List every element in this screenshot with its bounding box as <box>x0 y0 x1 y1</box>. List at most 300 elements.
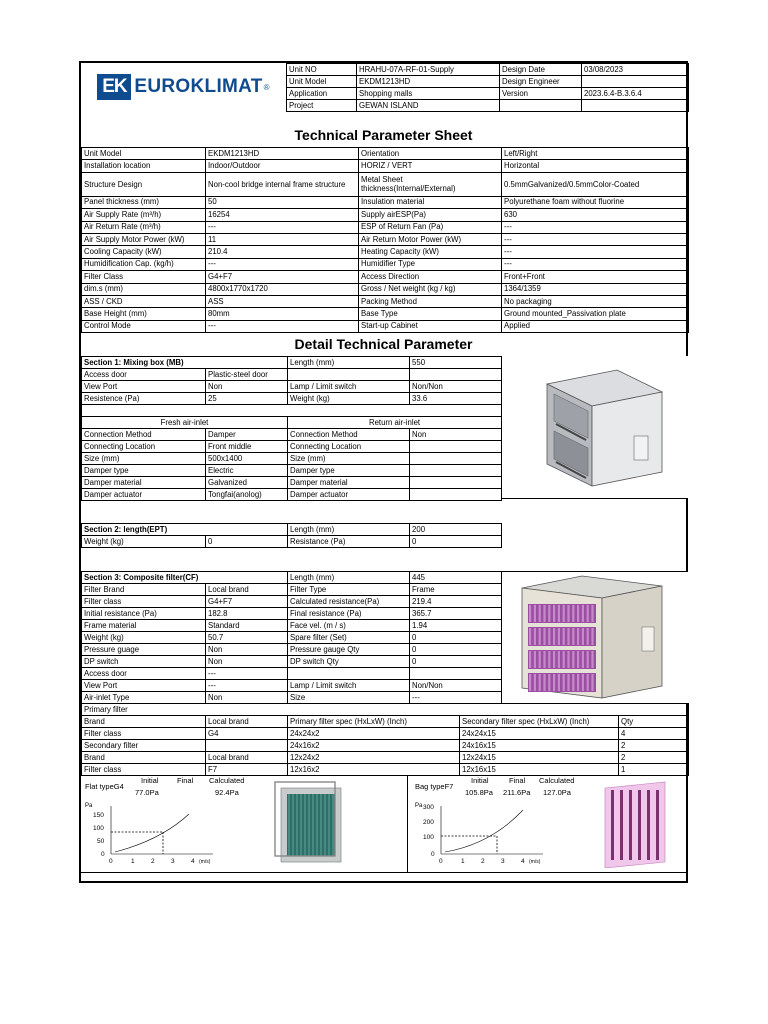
table-cell: 50.7 <box>206 632 288 644</box>
filter-pleat <box>582 674 584 691</box>
table-cell: Design Date <box>500 64 582 76</box>
table-cell: Plastic-steel door <box>206 369 288 381</box>
table-cell: Unit Model <box>287 76 357 88</box>
table-cell: Project <box>287 100 357 112</box>
table-cell: Brand <box>82 752 206 764</box>
filter-pleat <box>591 605 593 622</box>
table-cell: 365.7 <box>410 608 502 620</box>
technical-row <box>82 172 689 196</box>
logo-mark: EK <box>97 74 131 100</box>
table-cell: 16254 <box>206 209 359 221</box>
section1-title: Section 1: Mixing box (MB) <box>82 357 288 369</box>
filter-pleat <box>587 605 589 622</box>
filter-pleat <box>572 674 574 691</box>
table-cell: 0 <box>410 536 502 548</box>
table-cell: Pressure guage <box>82 644 206 656</box>
table-cell: EKDM1213HD <box>357 76 500 88</box>
filter-pleat <box>558 628 560 645</box>
table-row <box>82 489 502 501</box>
table-cell: 12x16x2 <box>288 764 460 776</box>
table-cell: Length (mm) <box>288 572 410 584</box>
filter-pleat <box>534 651 536 668</box>
filter-spec-row <box>82 740 689 752</box>
table-cell: --- <box>206 668 288 680</box>
table-cell: Connection Method <box>82 429 206 441</box>
table-cell <box>500 100 582 112</box>
filter-spec-row <box>82 764 689 776</box>
table-cell: Air Return Motor Power (kW) <box>359 233 502 245</box>
filter-pleat <box>582 605 584 622</box>
table-cell: Calculated resistance(Pa) <box>288 596 410 608</box>
flat-xtick-0: 0 <box>109 858 113 864</box>
table-cell <box>582 76 689 88</box>
filter-pleat <box>543 674 545 691</box>
table-cell: Local brand <box>206 752 288 764</box>
flat-ytick-0: 150 <box>93 812 104 819</box>
technical-row <box>82 209 689 221</box>
table-cell: Heating Capacity (kW) <box>359 246 502 258</box>
bag-filter-graph <box>411 800 561 864</box>
filter-pleat <box>572 628 574 645</box>
table-cell: HORIZ / VERT <box>359 160 502 172</box>
section-header-row <box>82 572 502 584</box>
table-cell: View Port <box>82 680 206 692</box>
filter-pleat <box>563 628 565 645</box>
table-row <box>82 381 502 393</box>
bag-ytick-3: 0 <box>431 851 435 858</box>
filter-pleat <box>543 651 545 668</box>
table-cell: Filter Class <box>82 271 206 283</box>
table-cell: Local brand <box>206 716 288 728</box>
table-cell: Length (mm) <box>288 524 410 536</box>
table-cell: 0 <box>410 632 502 644</box>
table-cell: Insulation material <box>359 196 502 208</box>
flat-graph-y-unit: Pa <box>85 803 93 809</box>
table-cell: Front+Front <box>502 271 689 283</box>
table-cell: 200 <box>410 524 502 536</box>
table-cell: Front middle <box>206 441 288 453</box>
table-cell: Size <box>288 692 410 704</box>
table-row <box>82 620 502 632</box>
table-cell: Application <box>287 88 357 100</box>
filter-pleat <box>567 674 569 691</box>
table-cell: Spare filter (Set) <box>288 632 410 644</box>
table-cell: Indoor/Outdoor <box>206 160 359 172</box>
filter-pleat <box>534 674 536 691</box>
bag-pocket <box>620 790 623 860</box>
sheet <box>79 61 688 883</box>
table-cell: Non <box>206 644 288 656</box>
table-row <box>82 584 502 596</box>
technical-row <box>82 233 689 245</box>
table-cell: Weight (kg) <box>82 536 206 548</box>
table-cell: Supply airESP(Pa) <box>359 209 502 221</box>
table-cell: ASS / CKD <box>82 295 206 307</box>
table-row <box>82 596 502 608</box>
table-cell: Galvanized <box>206 477 288 489</box>
table-cell: Air Return Rate (m³/h) <box>82 221 206 233</box>
bag-final-label: Final <box>509 776 526 785</box>
table-cell <box>410 477 502 489</box>
table-cell: 1364/1359 <box>502 283 689 295</box>
table-cell: --- <box>502 258 689 270</box>
table-cell: Non/Non <box>410 680 502 692</box>
fresh-air-inlet-title: Fresh air-inlet <box>82 417 288 429</box>
table-cell: 24x24x15 <box>460 728 619 740</box>
filter-pleat <box>553 605 555 622</box>
bag-pocket <box>629 790 632 860</box>
table-cell: 0.5mmGalvanized/0.5mmColor-Coated <box>502 172 689 196</box>
filter-pleat <box>591 628 593 645</box>
table-cell: Electric <box>206 465 288 477</box>
table-cell: Damper material <box>82 477 206 489</box>
table-cell <box>410 369 502 381</box>
table-cell: 12x16x15 <box>460 764 619 776</box>
flat-xtick-4: 4 <box>191 858 195 864</box>
filter-pleat <box>582 651 584 668</box>
technical-row <box>82 295 689 307</box>
graph-divider <box>407 776 408 872</box>
bag-xtick-4: 4 <box>521 858 525 864</box>
table-row <box>82 656 502 668</box>
table-cell: Horizontal <box>502 160 689 172</box>
table-cell: Resistance (Pa) <box>288 536 410 548</box>
flat-ytick-1: 100 <box>93 825 104 832</box>
table-cell: Connecting Location <box>82 441 206 453</box>
flat-graph-x-unit: (m/s) <box>199 859 211 864</box>
flat-ytick-2: 50 <box>97 838 105 845</box>
filter-pleat <box>553 674 555 691</box>
table-cell: Air Supply Motor Power (kW) <box>82 233 206 245</box>
table-cell: Size (mm) <box>82 453 206 465</box>
bag-xtick-3: 3 <box>501 858 505 864</box>
table-cell: Applied <box>502 320 689 332</box>
table-cell: 4 <box>619 728 689 740</box>
table-cell: G4 <box>206 728 288 740</box>
flat-xtick-3: 3 <box>171 858 175 864</box>
filter-pleat <box>577 651 579 668</box>
table-cell: Non <box>410 429 502 441</box>
table-cell: Installation location <box>82 160 206 172</box>
table-cell: 2 <box>619 752 689 764</box>
table-cell: Packing Method <box>359 295 502 307</box>
table-cell: 445 <box>410 572 502 584</box>
table-row <box>82 453 502 465</box>
panel-filter-image <box>271 780 355 866</box>
table-cell: Orientation <box>359 148 502 160</box>
table-cell: Non/Non <box>410 381 502 393</box>
table-row <box>82 441 502 453</box>
table-cell <box>410 465 502 477</box>
flat-filter-graph <box>81 800 231 864</box>
table-cell: Damper type <box>82 465 206 477</box>
flat-final-label: Final <box>177 776 194 785</box>
table-cell: DP switch Qty <box>288 656 410 668</box>
table-cell: 500x1400 <box>206 453 288 465</box>
table-cell: Air-inlet Type <box>82 692 206 704</box>
table-cell: 1.94 <box>410 620 502 632</box>
flat-calculated-label: Calculated <box>209 776 245 785</box>
table-cell: --- <box>502 246 689 258</box>
filter-pleat <box>572 605 574 622</box>
bag-final-value: 211.6Pa <box>503 788 531 797</box>
table-cell: 50 <box>206 196 359 208</box>
table-row <box>82 632 502 644</box>
table-cell: Unit NO <box>287 64 357 76</box>
filter-spec-row <box>82 728 689 740</box>
section-header-row <box>82 357 502 369</box>
section3-title: Section 3: Composite filter(CF) <box>82 572 288 584</box>
table-cell: Resistence (Pa) <box>82 393 206 405</box>
table-cell: Filter class <box>82 728 206 740</box>
table-cell: 219.4 <box>410 596 502 608</box>
table-row <box>82 680 502 692</box>
filter-spec-row <box>82 752 689 764</box>
flat-initial-label: Initial <box>141 776 159 785</box>
table-row <box>82 429 502 441</box>
filter-pleat <box>558 651 560 668</box>
table-cell: 0 <box>410 656 502 668</box>
table-cell: Size (mm) <box>288 453 410 465</box>
filter-pleat <box>567 605 569 622</box>
table-row <box>82 369 502 381</box>
table-row <box>82 644 502 656</box>
inlet-header-row <box>82 417 502 429</box>
header-row <box>287 100 689 112</box>
table-cell: Humidifier Type <box>359 258 502 270</box>
table-cell: EKDM1213HD <box>206 148 359 160</box>
filter-pleat <box>539 605 541 622</box>
table-cell: F7 <box>206 764 288 776</box>
table-cell: Damper material <box>288 477 410 489</box>
table-cell: No packaging <box>502 295 689 307</box>
technical-row <box>82 221 689 233</box>
table-row <box>82 692 502 704</box>
bag-filter-image <box>591 780 681 868</box>
header-table <box>286 63 689 112</box>
table-cell: 33.6 <box>410 393 502 405</box>
table-cell: 630 <box>502 209 689 221</box>
filter-pleat <box>548 605 550 622</box>
bag-graph-x-unit: (m/s) <box>529 859 541 864</box>
table-cell: --- <box>502 233 689 245</box>
composite-filter-image-cell <box>501 571 688 703</box>
bag-initial-value: 105.8Pa <box>465 788 493 797</box>
table-cell: G4+F7 <box>206 271 359 283</box>
table-cell: Non <box>206 381 288 393</box>
table-cell: 24x16x15 <box>460 740 619 752</box>
table-cell: Final resistance (Pa) <box>288 608 410 620</box>
filter-spec-table <box>81 715 689 776</box>
bag-graph-y-unit: Pa <box>415 803 423 809</box>
table-cell: 2 <box>619 740 689 752</box>
table-cell: DP switch <box>82 656 206 668</box>
section-header-row <box>82 524 502 536</box>
table-row <box>82 536 502 548</box>
table-cell: 0 <box>410 644 502 656</box>
technical-row <box>82 283 689 295</box>
table-cell: Control Mode <box>82 320 206 332</box>
filter-pleat <box>543 628 545 645</box>
table-cell: Weight (kg) <box>288 393 410 405</box>
table-cell: 24x24x2 <box>288 728 460 740</box>
bag-calculated-value: 127.0Pa <box>543 788 571 797</box>
table-cell: Secondary filter spec (HxLxW) (Inch) <box>460 716 619 728</box>
filter-pleat <box>553 628 555 645</box>
table-cell: 1 <box>619 764 689 776</box>
filter-pleat <box>577 628 579 645</box>
table-cell: 4800x1770x1720 <box>206 283 359 295</box>
table-cell: 11 <box>206 233 359 245</box>
technical-row <box>82 148 689 160</box>
table-cell: 24x16x2 <box>288 740 460 752</box>
bag-pocket <box>656 790 659 860</box>
table-cell <box>206 740 288 752</box>
filter-pleat <box>558 674 560 691</box>
table-cell: Local brand <box>206 584 288 596</box>
table-cell: Unit Model <box>82 148 206 160</box>
table-cell: Access door <box>82 369 206 381</box>
bag-xtick-1: 1 <box>461 858 465 864</box>
bag-ytick-1: 200 <box>423 819 434 826</box>
bag-resistance-curve <box>445 810 523 852</box>
table-cell: Design Engineer <box>500 76 582 88</box>
filter-row-background <box>528 673 596 692</box>
table-cell: Pressure gauge Qty <box>288 644 410 656</box>
table-cell: 210.4 <box>206 246 359 258</box>
filter-pleat <box>539 674 541 691</box>
return-air-inlet-title: Return air-inlet <box>288 417 502 429</box>
table-cell <box>288 369 410 381</box>
technical-row <box>82 258 689 270</box>
filter-pleat <box>567 628 569 645</box>
filter-pleat <box>563 674 565 691</box>
filter-pleat <box>577 605 579 622</box>
table-cell: Connecting Location <box>288 441 410 453</box>
table-cell: G4+F7 <box>206 596 288 608</box>
flat-xtick-2: 2 <box>151 858 155 864</box>
table-cell <box>410 668 502 680</box>
filter-pleat <box>548 674 550 691</box>
filter-pleat <box>563 651 565 668</box>
filter-row-background <box>528 604 596 623</box>
table-cell: Frame <box>410 584 502 596</box>
table-cell: Damper actuator <box>288 489 410 501</box>
filter-pleat <box>548 651 550 668</box>
spacer-row <box>82 405 502 417</box>
composite-filter-image <box>502 572 689 704</box>
detail-title: Detail Technical Parameter <box>294 336 473 352</box>
filter-graphs-band <box>81 775 688 873</box>
technical-row <box>82 160 689 172</box>
table-cell: Shopping malls <box>357 88 500 100</box>
filter-row-background <box>528 627 596 646</box>
table-row <box>82 477 502 489</box>
table-cell <box>82 405 502 417</box>
bag-type-label: Bag typeF7 <box>415 782 454 791</box>
table-cell: 12x24x2 <box>288 752 460 764</box>
table-cell: --- <box>206 221 359 233</box>
filter-pleat <box>553 651 555 668</box>
table-cell: HRAHU-07A-RF-01-Supply <box>357 64 500 76</box>
technical-row <box>82 196 689 208</box>
technical-row <box>82 308 689 320</box>
table-cell: Non <box>206 656 288 668</box>
technical-row <box>82 246 689 258</box>
section2-title: Section 2: length(EPT) <box>82 524 288 536</box>
mixing-box-image <box>502 356 689 499</box>
table-cell: Air Supply Rate (m³/h) <box>82 209 206 221</box>
technical-row <box>82 320 689 332</box>
table-cell: Polyurethane foam without fluorine <box>502 196 689 208</box>
filter-pleat <box>582 628 584 645</box>
table-cell: Base Type <box>359 308 502 320</box>
bag-ytick-2: 100 <box>423 834 434 841</box>
table-cell: Panel thickness (mm) <box>82 196 206 208</box>
table-cell: Cooling Capacity (kW) <box>82 246 206 258</box>
filter-pleat <box>529 651 531 668</box>
table-cell <box>410 441 502 453</box>
filter-pleat <box>529 674 531 691</box>
logo-text: EUROKLIMAT <box>134 76 263 97</box>
flat-calculated-value: 92.4Pa <box>215 788 239 797</box>
filter-pleat <box>548 628 550 645</box>
table-cell: --- <box>206 680 288 692</box>
table-cell: Access Direction <box>359 271 502 283</box>
table-cell: Version <box>500 88 582 100</box>
table-cell <box>288 668 410 680</box>
table-cell: Base Height (mm) <box>82 308 206 320</box>
bag-pocket <box>611 790 614 860</box>
flat-xtick-1: 1 <box>131 858 135 864</box>
table-cell: 182.8 <box>206 608 288 620</box>
filter-pleat <box>534 605 536 622</box>
filter-pleat <box>591 674 593 691</box>
filter-pleat <box>577 674 579 691</box>
technical-row <box>82 271 689 283</box>
table-cell: 03/08/2023 <box>582 64 689 76</box>
table-cell: Brand <box>82 716 206 728</box>
table-cell: Weight (kg) <box>82 632 206 644</box>
filter-pleat <box>587 628 589 645</box>
bag-pocket <box>647 790 650 860</box>
table-cell: Non-cool bridge internal frame structure <box>206 172 359 196</box>
table-cell: Connection Method <box>288 429 410 441</box>
filter-pleat <box>543 605 545 622</box>
section2-table <box>81 523 502 548</box>
filter-pleat <box>591 651 593 668</box>
table-cell: Access door <box>82 668 206 680</box>
table-cell: Start-up Cabinet <box>359 320 502 332</box>
filter-pleat <box>558 605 560 622</box>
company-logo <box>81 63 287 111</box>
table-cell: Standard <box>206 620 288 632</box>
table-row <box>82 465 502 477</box>
table-cell: Secondary filter <box>82 740 206 752</box>
filter-pleat <box>534 628 536 645</box>
table-cell: dim.s (mm) <box>82 283 206 295</box>
table-cell: Face vel. (m / s) <box>288 620 410 632</box>
table-row <box>82 608 502 620</box>
bag-calculated-label: Calculated <box>539 776 575 785</box>
table-cell <box>582 100 689 112</box>
table-cell: ESP of Return Fan (Pa) <box>359 221 502 233</box>
table-cell <box>410 453 502 465</box>
table-cell: --- <box>206 320 359 332</box>
table-cell: Humidification Cap. (kg/h) <box>82 258 206 270</box>
table-row <box>82 668 502 680</box>
filter-pleat <box>587 651 589 668</box>
